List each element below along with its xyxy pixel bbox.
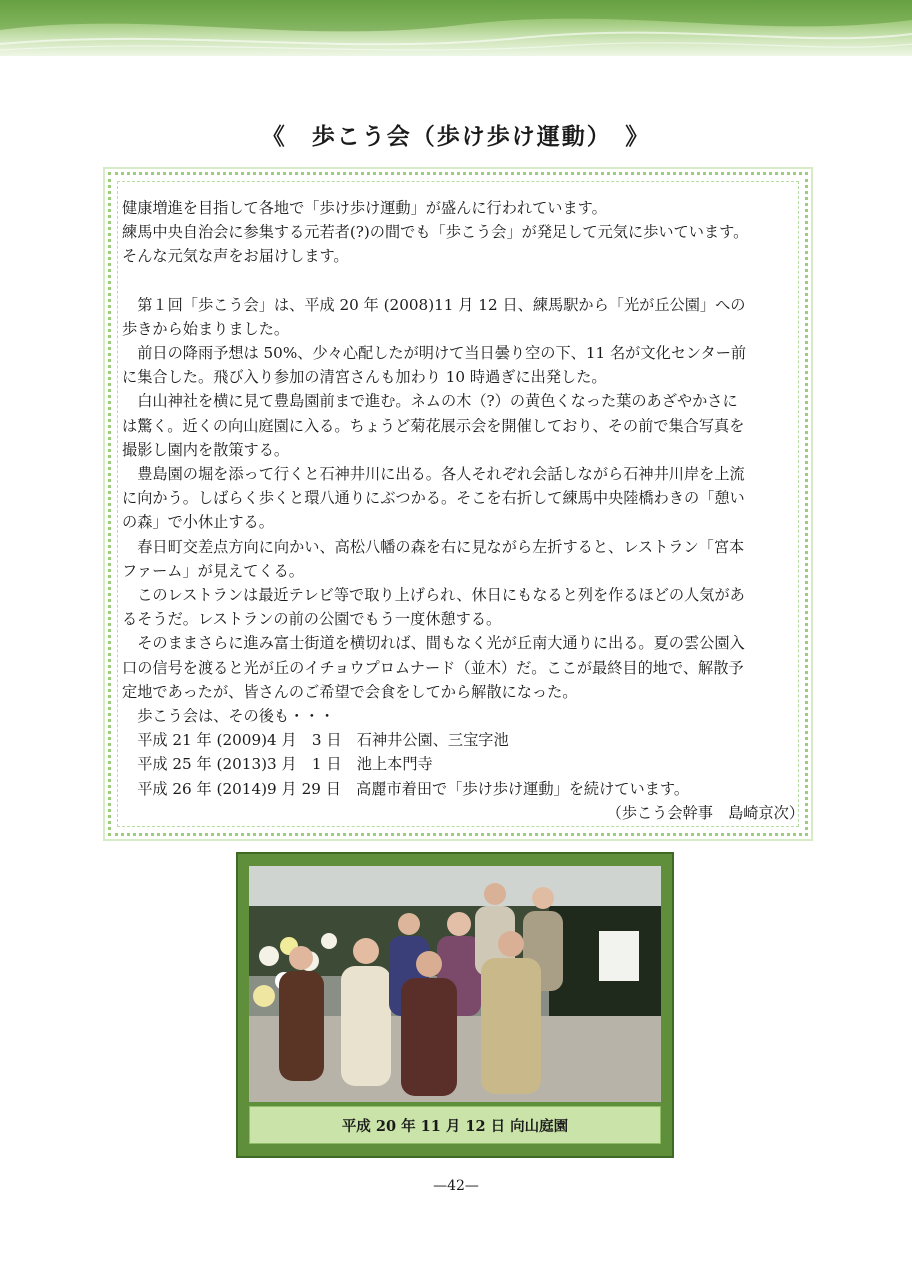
body-line: そんな元気な声をお届けします。: [122, 247, 349, 266]
author-signature: （歩こう会幹事 島崎京次）: [606, 803, 804, 822]
body-line: は驚く。近くの向山庭園に入る。ちょうど菊花展示会を開催しており、その前で集合写真を: [122, 416, 745, 435]
body-line-blank: [122, 269, 806, 293]
body-line: 春日町交差点方向に向かい、高松八幡の森を右に見ながら左折すると、レストラン「宮本: [122, 537, 745, 556]
body-line: 歩こう会は、その後も・・・: [122, 707, 335, 726]
body-line: 歩きから始まりました。: [122, 319, 290, 338]
page-title: 《 歩こう会（歩け歩け運動） 》: [261, 123, 651, 150]
page-number: —42—: [433, 1178, 479, 1194]
body-line: るそうだ。レストランの前の公園でもう一度休憩する。: [122, 610, 502, 629]
body-line: 豊島園の堀を添って行くと石神井川に出る。各人それぞれ会話しながら石神井川岸を上流: [122, 465, 745, 484]
body-line: 平成 26 年 (2014)9 月 29 日 高麗市着田で「歩け歩け運動」を続けています。: [122, 779, 690, 798]
body-line: ファーム」が見えてくる。: [122, 561, 304, 580]
body-line: 平成 21 年 (2009)4 月 3 日 石神井公園、三宝字池: [122, 731, 509, 750]
body-line: このレストランは最近テレビ等で取り上げられ、休日にもなると列を作るほどの人気があ: [122, 586, 745, 605]
body-line: 平成 25 年 (2013)3 月 1 日 池上本門寺: [122, 755, 433, 774]
body-line: 前日の降雨予想は 50%、少々心配したが明けて当日曇り空の下、11 名が文化センター前: [122, 344, 747, 363]
group-photo: [249, 866, 661, 1102]
body-line: 第１回「歩こう会」は、平成 20 年 (2008)11 月 12 日、練馬駅から「光が丘公園」への: [122, 295, 746, 314]
body-line: 白山神社を横に見て豊島園前まで進む。ネムの木（?）の黄色くなった葉のあざやかさに: [122, 392, 738, 411]
body-line: 健康増進を目指して各地で「歩け歩け運動」が盛んに行われています。: [122, 199, 607, 217]
body-line: に集合した。飛び入り参加の清宮さんも加わり 10 時過ぎに出発した。: [122, 368, 607, 387]
body-line: 口の信号を渡ると光が丘のイチョウプロムナード（並木）だ。ここが最終目的地で、解散予: [122, 658, 744, 677]
body-line: 練馬中央自治会に参集する元若者(?)の間でも「歩こう会」が発足して元気に歩いています。: [122, 223, 749, 242]
body-line: 撮影し園内を散策する。: [122, 440, 290, 459]
header-banner: [0, 0, 912, 56]
article-body: [122, 196, 806, 825]
banner-wave-decoration: [0, 0, 912, 56]
photo-caption: 平成 20 年 11 月 12 日 向山庭園: [249, 1106, 661, 1144]
body-line: そのままさらに進み富士街道を横切れば、間もなく光が丘南大通りに出る。夏の雲公園入: [122, 634, 745, 653]
body-line: に向かう。しばらく歩くと環八通りにぶつかる。そこを右折して練馬中央陸橋わきの「憩い: [122, 489, 745, 508]
body-line: の森」で小休止する。: [122, 513, 274, 532]
body-line: 定地であったが、皆さんのご希望で会食をしてから解散になった。: [122, 682, 578, 701]
